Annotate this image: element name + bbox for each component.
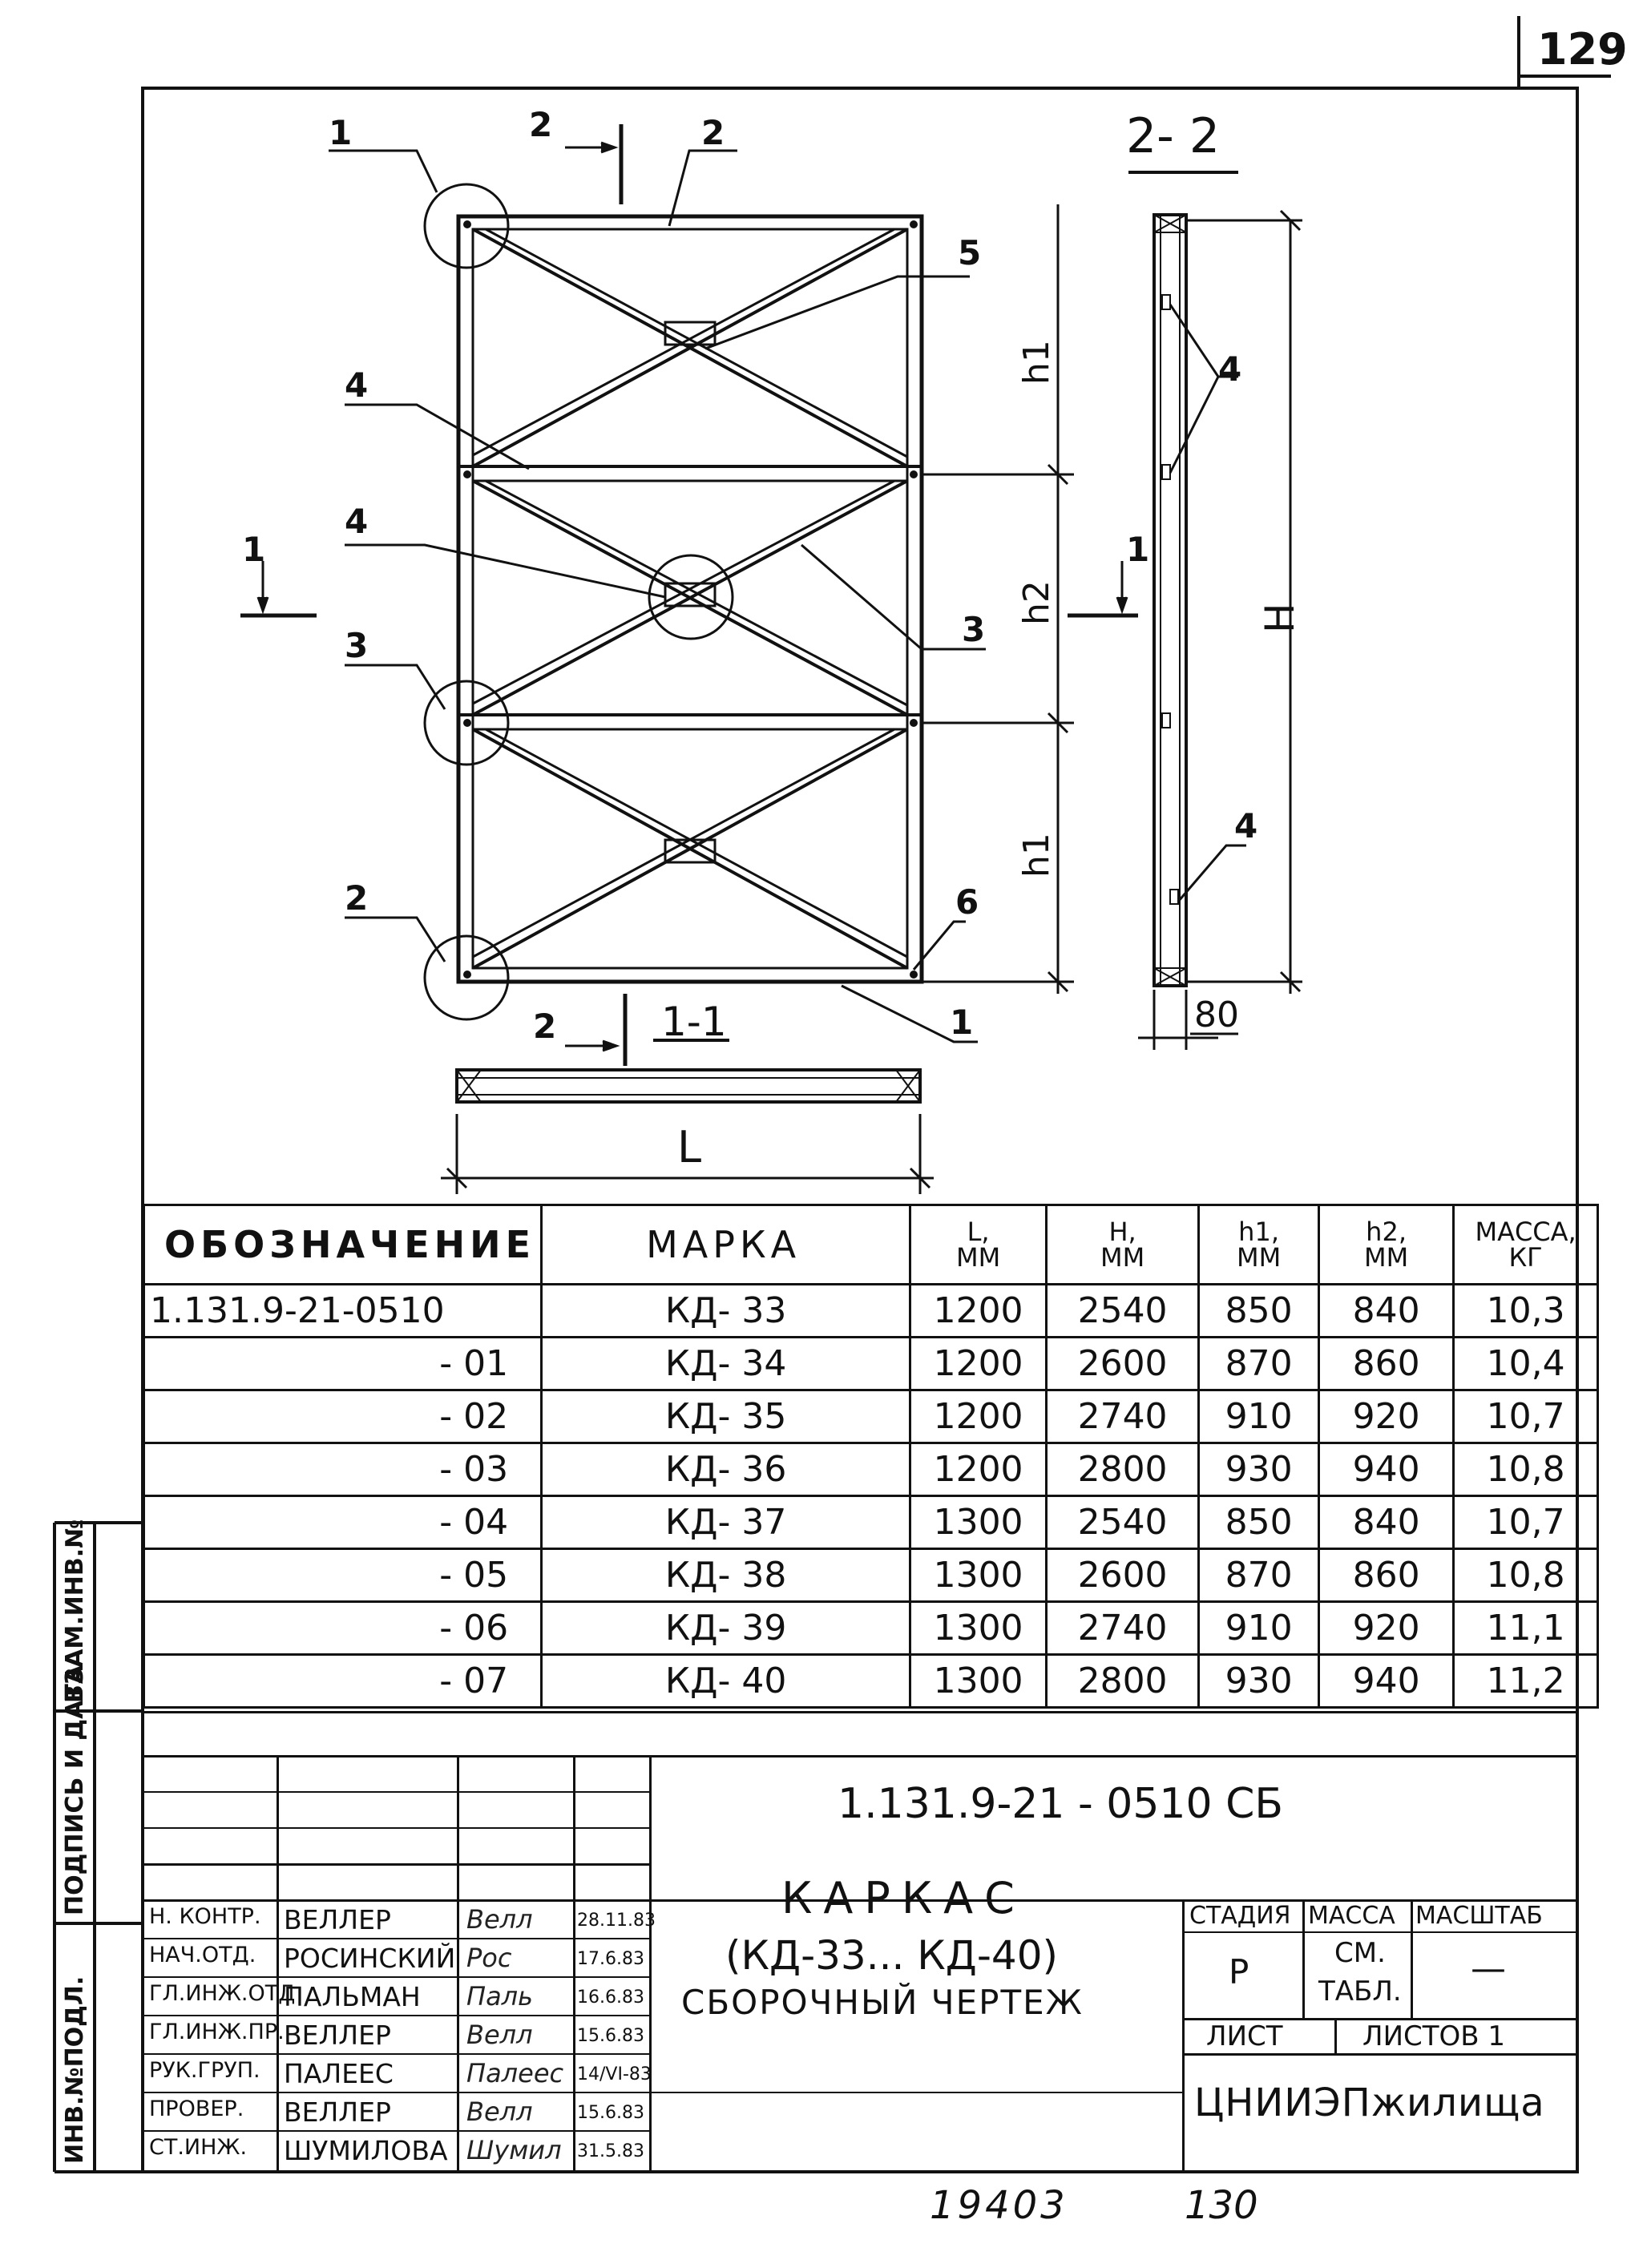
person-name: ВЕЛЛЕР <box>284 2020 391 2051</box>
header-h2: h2, ММ <box>1319 1205 1454 1285</box>
row-L: 1300 <box>910 1655 1047 1708</box>
row-mark: КД- 40 <box>542 1655 910 1708</box>
scale-label: МАСШТАБ <box>1415 1902 1543 1930</box>
header-mass: МАССА, КГ <box>1454 1205 1598 1285</box>
row-mass: 10,7 <box>1454 1390 1598 1443</box>
row-L: 1300 <box>910 1549 1047 1602</box>
table-row <box>144 1602 1598 1655</box>
row-H: 2540 <box>1047 1496 1199 1549</box>
person-role: РУК.ГРУП. <box>149 2058 260 2083</box>
row-h1: 850 <box>1199 1285 1319 1338</box>
main-frame-view <box>425 184 922 1019</box>
row-designation: - 05 <box>144 1549 542 1602</box>
title-line-3: СБОРОЧНЫЙ ЧЕРТЕЖ <box>681 1983 1084 2022</box>
row-mass: 10,8 <box>1454 1443 1598 1496</box>
row-mark: КД- 36 <box>542 1443 910 1496</box>
callout-1-top: 1 <box>329 113 353 152</box>
row-designation: - 06 <box>144 1602 542 1655</box>
callout-4-upper: 4 <box>345 365 369 405</box>
person-date: 15.6.83 <box>577 2103 644 2123</box>
row-L: 1200 <box>910 1285 1047 1338</box>
person-name: ШУМИЛОВА <box>284 2135 448 2166</box>
person-name: ВЕЛЛЕР <box>284 2096 391 2128</box>
stamp-inv-replace: ВЗАМ.ИНВ.№ <box>61 1519 89 1703</box>
spec-header-row <box>144 1205 1598 1285</box>
row-L: 1200 <box>910 1338 1047 1390</box>
row-h2: 920 <box>1319 1390 1454 1443</box>
person-role: ГЛ.ИНЖ.ОТД <box>149 1981 296 2006</box>
row-mark: КД- 39 <box>542 1602 910 1655</box>
row-mark: КД- 34 <box>542 1338 910 1390</box>
row-H: 2740 <box>1047 1390 1199 1443</box>
person-date: 31.5.83 <box>577 2141 644 2161</box>
stage-value: Р <box>1229 1952 1249 1992</box>
person-date: 15.6.83 <box>577 2026 644 2046</box>
row-h1: 910 <box>1199 1602 1319 1655</box>
row-h1: 930 <box>1199 1655 1319 1708</box>
row-h1: 870 <box>1199 1549 1319 1602</box>
row-L: 1300 <box>910 1496 1047 1549</box>
person-name: ПАЛЕЕС <box>284 2058 394 2089</box>
callout-3-right: 3 <box>962 610 986 649</box>
section-mark-1-left: 1 <box>242 530 266 569</box>
row-h2: 840 <box>1319 1496 1454 1549</box>
callout-2-top: 2 <box>701 113 725 152</box>
person-signature: Велл <box>466 2096 533 2127</box>
row-h1: 910 <box>1199 1390 1319 1443</box>
row-h2: 940 <box>1319 1443 1454 1496</box>
header-mark: МАРКА <box>542 1205 910 1285</box>
side-view-2-2 <box>1128 172 1246 1050</box>
callout-4-mid: 4 <box>345 502 369 541</box>
header-h1: h1, ММ <box>1199 1205 1319 1285</box>
person-date: 17.6.83 <box>577 1949 644 1969</box>
dim-L: L <box>677 1122 702 1172</box>
row-L: 1200 <box>910 1390 1047 1443</box>
row-L: 1200 <box>910 1443 1047 1496</box>
dim-h1-top: h1 <box>1016 340 1057 385</box>
person-signature: Шумил <box>466 2135 562 2165</box>
dim-h1-bottom: h1 <box>1016 833 1057 878</box>
table-row <box>144 1443 1598 1496</box>
table-row <box>144 1390 1598 1443</box>
row-H: 2540 <box>1047 1285 1199 1338</box>
mass-value-2: ТАБЛ. <box>1318 1975 1402 2008</box>
mass-value-1: СМ. <box>1334 1937 1386 1969</box>
row-mark: КД- 33 <box>542 1285 910 1338</box>
row-h2: 940 <box>1319 1655 1454 1708</box>
page-number: 129 <box>1537 24 1628 75</box>
row-H: 2600 <box>1047 1338 1199 1390</box>
sheets-label: ЛИСТОВ 1 <box>1362 2020 1506 2052</box>
row-mass: 10,4 <box>1454 1338 1598 1390</box>
callout-4-side-lower: 4 <box>1234 806 1258 845</box>
row-mass: 11,2 <box>1454 1655 1598 1708</box>
person-role: ПРОВЕР. <box>149 2096 244 2121</box>
section-1-1-title: 1-1 <box>661 999 727 1045</box>
dim-H: H <box>1257 603 1303 633</box>
section-mark-2-top: 2 <box>529 105 553 144</box>
doc-code: 1.131.9-21 - 0510 СБ <box>838 1780 1284 1828</box>
section-2-2-title: 2- 2 <box>1126 108 1221 164</box>
organization: ЦНИИЭПжилища <box>1194 2080 1545 2125</box>
person-date: 16.6.83 <box>577 1988 644 2008</box>
title-line-1: КАРКАС <box>781 1873 1026 1923</box>
row-H: 2800 <box>1047 1655 1199 1708</box>
callout-3-left: 3 <box>345 626 369 665</box>
title-line-2: (КД-33... КД-40) <box>725 1932 1059 1979</box>
row-designation: - 01 <box>144 1338 542 1390</box>
person-name: РОСИНСКИЙ <box>284 1943 456 1974</box>
row-mass: 10,8 <box>1454 1549 1598 1602</box>
row-h2: 860 <box>1319 1338 1454 1390</box>
row-H: 2600 <box>1047 1549 1199 1602</box>
person-date: 14/VI-83 <box>577 2064 652 2084</box>
spec-table <box>143 1204 1599 1709</box>
table-row <box>144 1496 1598 1549</box>
person-role: ГЛ.ИНЖ.ПР. <box>149 2020 285 2044</box>
header-designation: ОБОЗНАЧЕНИЕ <box>144 1205 542 1285</box>
row-designation: - 04 <box>144 1496 542 1549</box>
person-signature: Велл <box>466 2020 533 2050</box>
row-H: 2800 <box>1047 1443 1199 1496</box>
person-signature: Паль <box>466 1981 533 2012</box>
footer-right-number: 130 <box>1185 2183 1258 2228</box>
person-role: СТ.ИНЖ. <box>149 2135 248 2160</box>
header-H: H, ММ <box>1047 1205 1199 1285</box>
person-date: 28.11.83 <box>577 1911 656 1931</box>
row-mark: КД- 38 <box>542 1549 910 1602</box>
section-mark-1-right: 1 <box>1126 530 1150 569</box>
row-h1: 870 <box>1199 1338 1319 1390</box>
table-row <box>144 1338 1598 1390</box>
row-h2: 920 <box>1319 1602 1454 1655</box>
row-mark: КД- 35 <box>542 1390 910 1443</box>
callout-2-left: 2 <box>345 878 369 918</box>
scale-value: — <box>1471 1948 1506 1989</box>
stage-label: СТАДИЯ <box>1189 1902 1291 1930</box>
person-signature: Рос <box>466 1943 512 1973</box>
row-h1: 930 <box>1199 1443 1319 1496</box>
callout-4-side-upper: 4 <box>1218 349 1242 389</box>
callout-5: 5 <box>958 233 982 272</box>
stamp-sign-date: ПОДПИСЬ И ДАТА <box>61 1665 89 1915</box>
header-L: L, ММ <box>910 1205 1047 1285</box>
person-signature: Велл <box>466 1904 533 1935</box>
person-signature: Палеес <box>466 2058 564 2088</box>
dim-h2: h2 <box>1016 580 1057 625</box>
row-designation: - 07 <box>144 1655 542 1708</box>
row-mass: 10,3 <box>1454 1285 1598 1338</box>
section-mark-2-bottom: 2 <box>533 1007 557 1046</box>
person-name: ВЕЛЛЕР <box>284 1904 391 1935</box>
stamp-inv-orig: ИНВ.№ПОДЛ. <box>61 1975 89 2164</box>
callout-6: 6 <box>955 882 979 922</box>
row-h2: 840 <box>1319 1285 1454 1338</box>
row-designation: 1.131.9-21-0510 <box>144 1285 542 1338</box>
row-h1: 850 <box>1199 1496 1319 1549</box>
person-role: Н. КОНТР. <box>149 1904 261 1929</box>
row-L: 1300 <box>910 1602 1047 1655</box>
row-mark: КД- 37 <box>542 1496 910 1549</box>
row-designation: - 03 <box>144 1443 542 1496</box>
mass-label: МАССА <box>1308 1902 1395 1930</box>
row-mass: 10,7 <box>1454 1496 1598 1549</box>
row-mass: 11,1 <box>1454 1602 1598 1655</box>
table-row <box>144 1549 1598 1602</box>
footer-left-number: 19403 <box>930 2183 1068 2228</box>
row-h2: 860 <box>1319 1549 1454 1602</box>
person-name: ПАЛЬМАН <box>284 1981 421 2012</box>
callout-1-bottom: 1 <box>950 1003 974 1042</box>
sheet-label: ЛИСТ <box>1206 2020 1283 2052</box>
table-row <box>144 1285 1598 1338</box>
row-designation: - 02 <box>144 1390 542 1443</box>
table-row <box>144 1655 1598 1708</box>
dim-80: 80 <box>1194 995 1239 1035</box>
row-H: 2740 <box>1047 1602 1199 1655</box>
person-role: НАЧ.ОТД. <box>149 1943 256 1967</box>
